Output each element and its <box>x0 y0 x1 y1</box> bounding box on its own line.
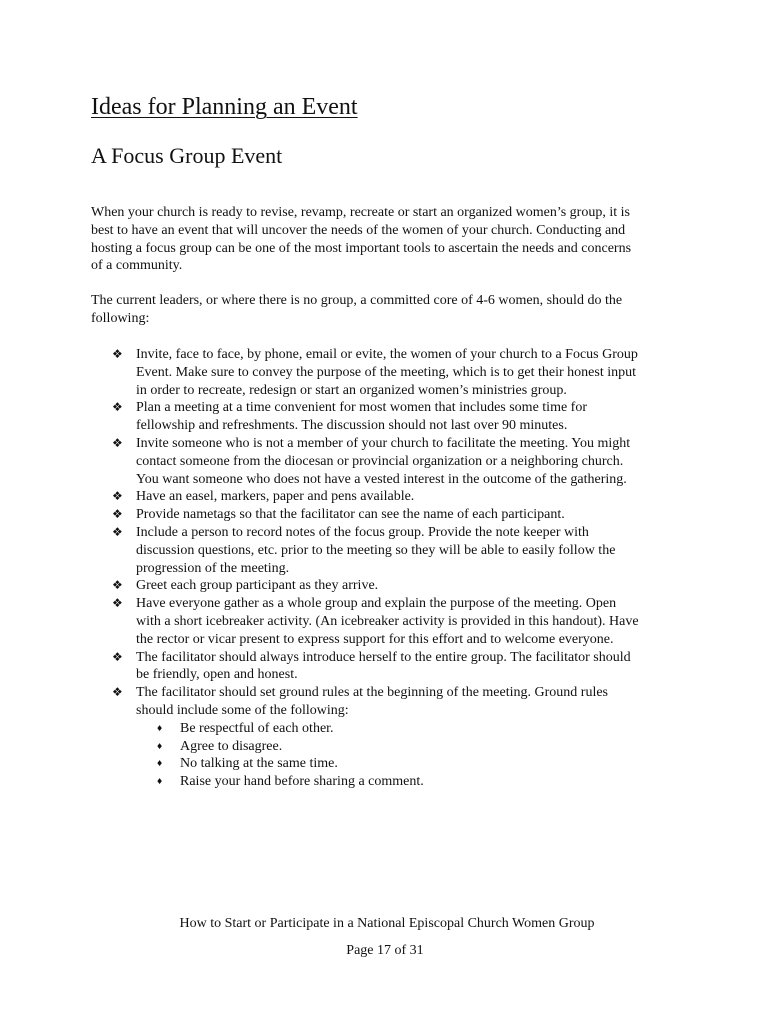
text-line: Have an easel, markers, paper and pens available. <box>136 489 415 505</box>
page-title: Ideas for Planning an Event <box>91 94 358 120</box>
text-line: Plan a meeting at a time convenient for most women that includes some time for <box>136 400 587 416</box>
list-item <box>110 488 710 506</box>
intro-paragraph <box>91 204 681 275</box>
text-line: Invite, face to face, by phone, email or evite, the women of your church to a Focus Group <box>136 347 638 362</box>
text-line: The current leaders, or where there is no group, a committed core of 4-6 women, should do the <box>91 293 623 308</box>
text-line: Provide nametags so that the facilitator can see the name of each participant. <box>136 507 565 523</box>
ground-rule-item <box>156 773 710 791</box>
list-item <box>110 595 710 648</box>
footer-title: How to Start or Participate in a National Episcopal Church Women Group <box>179 916 595 931</box>
text-line: of a community. <box>91 258 183 274</box>
diamond-bullet-icon: ❖ <box>112 524 123 539</box>
list-item <box>110 649 710 685</box>
diamond-bullet-icon: ❖ <box>112 400 123 415</box>
ground-rule-text: Agree to disagree. <box>180 738 283 754</box>
diamond-bullet-icon: ❖ <box>112 507 123 522</box>
text-line: progression of the meeting. <box>136 560 290 576</box>
small-diamond-bullet-icon: ♦ <box>156 777 164 787</box>
text-line: the rector or vicar present to express support for this effort and to welcome everyone. <box>136 631 614 647</box>
planning-steps-list <box>110 346 710 791</box>
list-item <box>110 577 710 595</box>
diamond-bullet-icon: ❖ <box>112 489 123 504</box>
list-item <box>110 684 710 791</box>
text-line: Invite someone who is not a member of your church to facilitate the meeting. You might <box>136 435 631 451</box>
diamond-bullet-icon: ❖ <box>112 347 123 361</box>
text-line: Include a person to record notes of the focus group. Provide the note keeper with <box>136 524 589 540</box>
ground-rule-text: Raise your hand before sharing a comment. <box>180 774 424 790</box>
ground-rule-text: Be respectful of each other. <box>180 720 334 736</box>
list-item <box>110 506 710 524</box>
small-diamond-bullet-icon: ♦ <box>156 723 164 733</box>
list-item <box>110 346 710 399</box>
text-line: best to have an event that will uncover the needs of the women of your church. Conducting and <box>91 222 626 238</box>
text-line: should include some of the following: <box>136 702 349 718</box>
diamond-bullet-icon: ❖ <box>112 435 123 450</box>
ground-rule-item <box>156 755 710 773</box>
section-title: A Focus Group Event <box>91 143 283 168</box>
text-line: be friendly, open and honest. <box>136 667 298 683</box>
text-line: Have everyone gather as a whole group and explain the purpose of the meeting. Open <box>136 596 617 612</box>
ground-rule-text: No talking at the same time. <box>180 756 338 772</box>
small-diamond-bullet-icon: ♦ <box>156 741 164 751</box>
list-item <box>110 399 710 435</box>
text-line: hosting a focus group can be one of the most important tools to ascertain the needs and concerns <box>91 240 632 256</box>
diamond-bullet-icon: ❖ <box>112 578 123 593</box>
text-line: following: <box>91 310 150 326</box>
ground-rule-item <box>156 738 710 756</box>
text-line: Greet each group participant as they arrive. <box>136 578 379 594</box>
text-line: The facilitator should always introduce herself to the entire group. The facilitator should <box>136 649 631 665</box>
text-line: You want someone who does not have a vested interest in the outcome of the gathering. <box>136 471 627 487</box>
ground-rules-list <box>136 720 710 791</box>
page-number: Page 17 of 31 <box>346 943 424 958</box>
text-line: Event. Make sure to convey the purpose of the meeting, which is to get their honest input <box>136 364 636 380</box>
diamond-bullet-icon: ❖ <box>112 649 123 664</box>
diamond-bullet-icon: ❖ <box>112 596 123 611</box>
list-item <box>110 435 710 488</box>
text-line: fellowship and refreshments. The discussion should not last over 90 minutes. <box>136 418 568 434</box>
text-line: with a short icebreaker activity. (An icebreaker activity is provided in this handout). Have <box>136 613 639 629</box>
diamond-bullet-icon: ❖ <box>112 685 123 700</box>
text-line: contact someone from the diocesan or provincial organization or a neighboring church. <box>136 453 624 469</box>
list-item <box>110 524 710 577</box>
leaders-paragraph <box>91 292 681 328</box>
small-diamond-bullet-icon: ♦ <box>156 759 164 769</box>
text-line: discussion questions, etc. prior to the meeting so they will be able to easily follow the <box>136 542 616 558</box>
ground-rule-item <box>156 720 710 738</box>
text-line: When your church is ready to revise, revamp, recreate or start an organized women’s group, it is <box>91 205 630 220</box>
text-line: The facilitator should set ground rules at the beginning of the meeting. Ground rules <box>136 685 608 701</box>
text-line: in order to recreate, redesign or start an organized women’s ministries group. <box>136 382 567 398</box>
